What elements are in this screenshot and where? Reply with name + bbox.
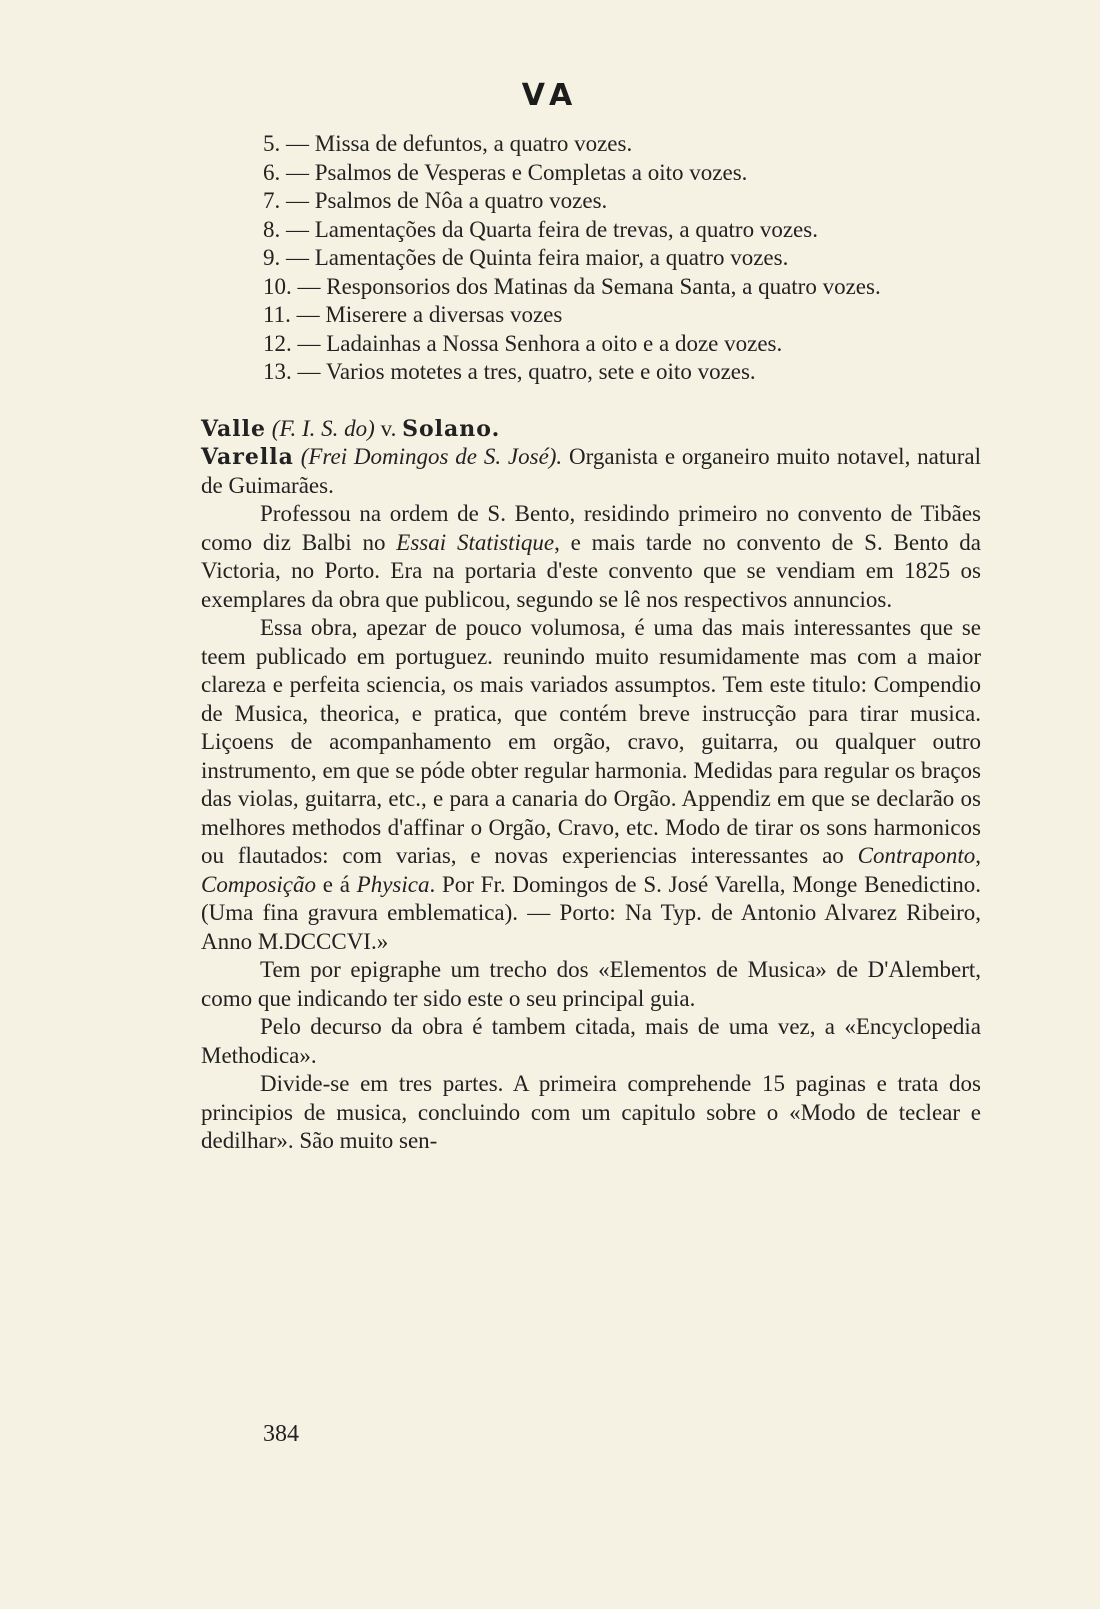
running-header: VA (521, 78, 579, 113)
entry-see: v. (374, 415, 403, 441)
text-run: . Por Fr. Domingos de S. José Varella, Monge Benedictino. (Uma fina gravura emblematica). — Porto: Na Typ. de Antonio Alvarez Ribeiro, Anno M.DCCCVI.» (201, 871, 981, 954)
paragraph-1 (201, 500, 981, 614)
page-body (201, 130, 981, 1156)
list-item: 13. — Varios motetes a tres, quatro, sete e oito vozes. (263, 359, 756, 384)
list-item: 10. — Responsorios dos Matinas da Semana Santa, a quatro vozes. (263, 273, 881, 299)
paragraph-3: Tem por epigraphe um trecho dos «Elementos de Musica» de D'Alembert, como que indicando ter sido este o seu principal guia. (201, 957, 981, 1011)
paragraph-2 (201, 614, 981, 956)
list-item: 7. — Psalmos de Nôa a quatro vozes. (263, 188, 608, 213)
text-run: Professou na ordem de S. Bento, residindo primeiro no convento de Tibães como diz Balbi no (201, 501, 981, 555)
list-item: 9. — Lamentações de Quinta feira maior, a quatro vozes. (263, 245, 789, 270)
italic-term: Contraponto (857, 843, 976, 868)
entry-qualifier: (F. I. S. do) (271, 415, 375, 441)
italic-term: Composição (201, 871, 316, 897)
entry-varella (201, 443, 981, 500)
list-item: 8. — Lamentações da Quarta feira de trevas, a quatro vozes. (263, 216, 818, 242)
text-run: , (975, 843, 981, 868)
list-item: 5. — Missa de defuntos, a quatro vozes. (263, 131, 633, 156)
paragraph-5: Divide-se em tres partes. A primeira comprehende 15 paginas e trata dos principios de musica, concluindo com um capitulo sobre o «Modo de teclear e dedilhar». São muito sen- (201, 1071, 981, 1153)
italic-term: Physica (356, 871, 430, 897)
section-gap (201, 387, 981, 415)
entry-text: Organista e organeiro muito notavel, natural de Guimarães. (201, 444, 981, 498)
entry-qualifier: (Frei Domingos de S. José). (300, 444, 563, 469)
text-run: e á (316, 871, 357, 897)
entry-headword: Valle (201, 415, 267, 442)
text-run: , e mais tarde no convento de S. Bento da Victoria, no Porto. Era na portaria d'este convento que se vendiam em 1825 os exemplares da obra que publicou, segundo se lê nos respectivos annuncios. (201, 529, 982, 612)
entry-valle (201, 415, 981, 444)
paragraph-4: Pelo decurso da obra é tambem citada, mais de uma vez, a «Encyclopedia Methodica». (201, 1014, 981, 1068)
book-title: Essai Statistique (396, 529, 555, 555)
entry-headword: Varella (201, 444, 294, 470)
list-item: 6. — Psalmos de Vesperas e Completas a oito vozes. (263, 159, 748, 185)
list-item: 11. — Miserere a diversas vozes (263, 302, 563, 327)
entry-cross-reference: Solano. (402, 415, 501, 442)
text-run: Essa obra, apezar de pouco volumosa, é uma das mais interessantes que se teem publicado em portuguez. reunindo muito resumidamente mas com a maior clareza e perfeita sciencia, os mais variados assumptos. Tem este titulo: Compendio de Musica, theorica, e pratica, que contém breve instrucção para tirar musica. Liçoens de acompanhamento em orgão, cravo, guitarra, ou qualquer outro instrumento, em que se póde obter regular harmonia. Medidas para regular os braços das violas, guitarra, etc., e para a canaria do Orgão. Appendiz em que se declarão os melhores methodos d'affinar o Orgão, Cravo, etc. Modo de tirar os sons harmonicos ou flautados: com varias, e novas experiencias interessantes ao (201, 615, 981, 868)
list-item: 12. — Ladainhas a Nossa Senhora a oito e a doze vozes. (263, 330, 783, 356)
page-number: 384 (263, 1421, 299, 1447)
